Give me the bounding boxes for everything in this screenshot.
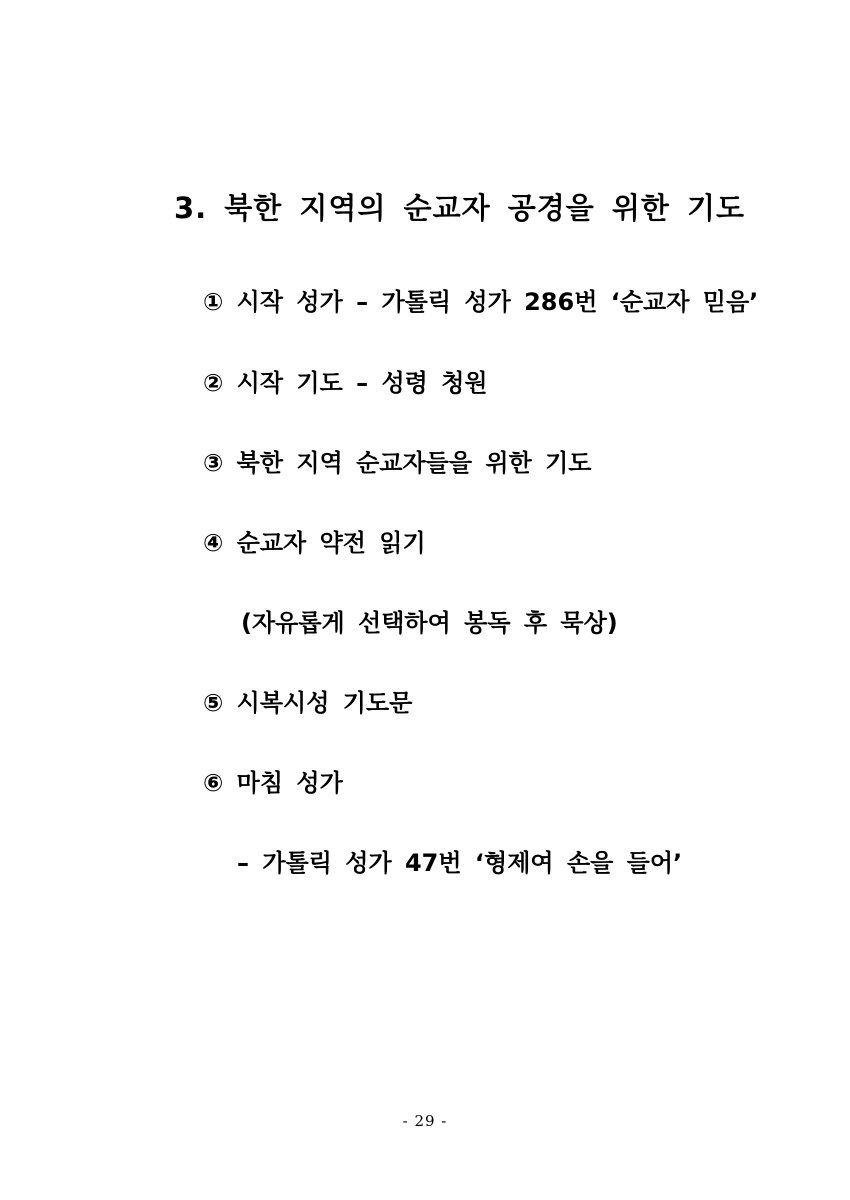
list-item-closing-hymn: ⑥ 마침 성가: [203, 769, 343, 797]
list-item-martyrs-prayer: ③ 북한 지역 순교자들을 위한 기도: [203, 449, 592, 477]
list-item-opening-hymn: ① 시작 성가 – 가톨릭 성가 286번 ‘순교자 믿음’: [203, 288, 759, 316]
list-item-opening-prayer: ② 시작 기도 – 성령 청원: [203, 369, 488, 397]
list-item-beatification-prayer: ⑤ 시복시성 기도문: [203, 689, 413, 717]
section-title: 3. 북한 지역의 순교자 공경을 위한 기도: [174, 191, 745, 225]
list-item-note: – 가톨릭 성가 47번 ‘형제여 손을 들어’: [237, 849, 683, 877]
list-item-martyr-biography: ④ 순교자 약전 읽기: [203, 529, 426, 557]
page-number: - 29 -: [402, 1112, 448, 1130]
list-item-note: (자유롭게 선택하여 봉독 후 묵상): [241, 609, 618, 637]
